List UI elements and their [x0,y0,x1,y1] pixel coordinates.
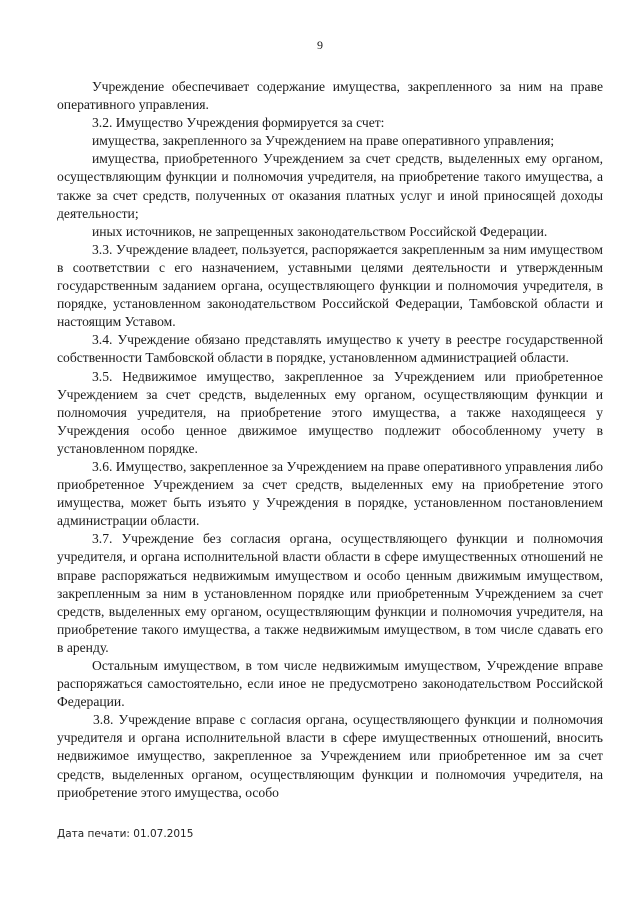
paragraph-3-8: 3.8. Учреждение вправе с согласия органа, осуществляющего функции и полномочия учредителя и органа исполнительной власти в сфере имущественных отношений, вносить недвижимое имущество, закрепленное за Учреждением или приобретенное им за счет средств, выделенных органом, осуществляющим функции и полномочия учредителя, на приобретение этого имущества, особо [57,712,603,800]
paragraph-3-3: 3.3. Учреждение владеет, пользуется, распоряжается закрепленным за ним имуществом в соответствии с его назначением, уставными целями деятельности и утвержденным государственным заданием органа, осуществляющего функции и полномочия учредителя, в порядке, установленном законодательством Российской Федерации, Тамбовской области и настоящим Уставом. [57,241,603,330]
paragraph-3-4: 3.4. Учреждение обязано представлять имущество к учету в реестре государственной собственности Тамбовской области в порядке, установленном администрацией области. [57,332,603,366]
paragraph: имущества, приобретенного Учреждением за счет средств, выделенных ему органом, осуществляющим функции и полномочия учредителя, на приобретение такого имущества, а также за счет средств, полученных от оказания платных услуг и иной приносящей доходы деятельности; [57,151,603,221]
paragraph-3-6: 3.6. Имущество, закрепленное за Учреждением на праве оперативного управления либо приобретенное Учреждением за счет средств, выделенных ему на приобретение этого имущества, может быть изъято у Учреждения в порядке, установленном постановлением администрации области. [57,458,603,529]
paragraph: 3.2. Имущество Учреждения формируется за счет: [92,115,385,131]
paragraph: Учреждение обеспечивает содержание имущества, закрепленного за ним на праве оперативного управления. [57,79,603,113]
paragraph: имущества, закрепленного за Учреждением на праве оперативного управления; [92,133,555,149]
paragraph-3-5: 3.5. Недвижимое имущество, закрепленное за Учреждением или приобретенное Учреждением за счет средств, выделенных ему органом, осуществляющим функции и полномочия учредителя, на приобретение этого имущества, а также находящееся у Учреждения особо ценное движимое имущество подлежит обособленному учету в установленном порядке. [57,368,603,456]
document-body [57,78,603,802]
page-number: 9 [317,38,323,52]
paragraph-3-7: 3.7. Учреждение без согласия органа, осуществляющего функции и полномочия учредителя, и органа исполнительной власти области в сфере имущественных отношений не вправе распоряжаться недвижимым имуществом и особо ценным движимым имуществом, закрепленным за ним в установленном порядке или приобретенным Учреждением за счет средств, выделенных ему органом, осуществляющим функции и полномочия учредителя, на приобретение такого имущества, а также недвижимым имуществом, в том числе сдавать его в аренду. [57,531,603,655]
paragraph: иных источников, не запрещенных законодательством Российской Федерации. [92,223,548,239]
print-date: Дата печати: 01.07.2015 [57,828,194,840]
paragraph: Остальным имуществом, в том числе недвижимым имуществом, Учреждение вправе распоряжаться самостоятельно, если иное не предусмотрено законодательством Российской Федерации. [57,658,603,710]
